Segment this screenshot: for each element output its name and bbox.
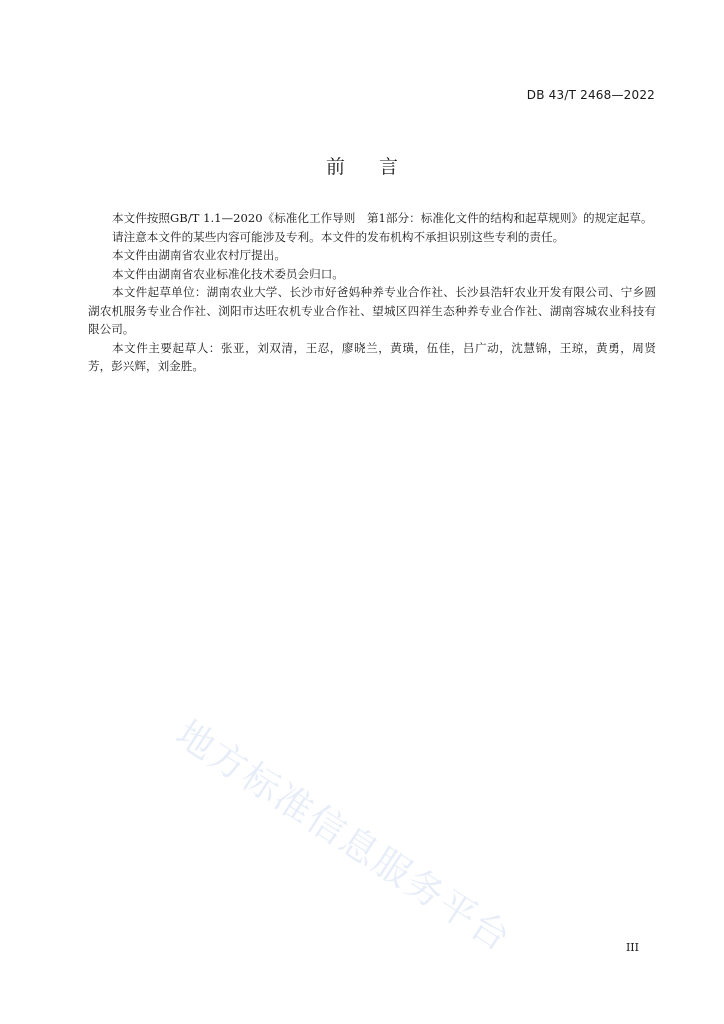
page-title xyxy=(0,152,724,179)
paragraph-proposer: 本文件由湖南省农业农村厅提出。 xyxy=(112,248,286,262)
paragraph-committee: 本文件由湖南省农业标准化技术委员会归口。 xyxy=(112,266,344,281)
paragraph-patent-notice: 请注意本文件的某些内容可能涉及专利。本文件的发布机构不承担识别这些专利的责任。 xyxy=(112,229,565,244)
paragraph-drafting-units: 本文件起草单位：湖南农业大学、长沙市好爸妈种养专业合作社、长沙县浩轩农业开发有限公司、宁乡圆湖农机服务专业合作社、浏阳市达旺农机专业合作社、望城区四祥生态种养专业合作社、湖南容城农业科技有限公司。 xyxy=(88,285,656,336)
foreword-body xyxy=(88,209,656,376)
page-number: III xyxy=(625,941,639,954)
paragraph-drafting-rules: 本文件按照GB/T 1.1—2020《标准化工作导则 第1部分：标准化文件的结构和起草规则》的规定起草。 xyxy=(112,211,653,225)
title-char-2: 言 xyxy=(379,156,399,178)
document-code: DB 43/T 2468—2022 xyxy=(526,88,655,102)
title-char-1: 前 xyxy=(325,156,345,178)
paragraph-drafters: 本文件主要起草人：张亚，刘双清，王忍，廖晓兰，黄璜，伍佳，吕广动，沈慧锦，王琼，黄勇，周贤芳，彭兴辉，刘金胜。 xyxy=(88,340,656,373)
watermark: 地方标准信息服务平台 xyxy=(168,711,519,961)
